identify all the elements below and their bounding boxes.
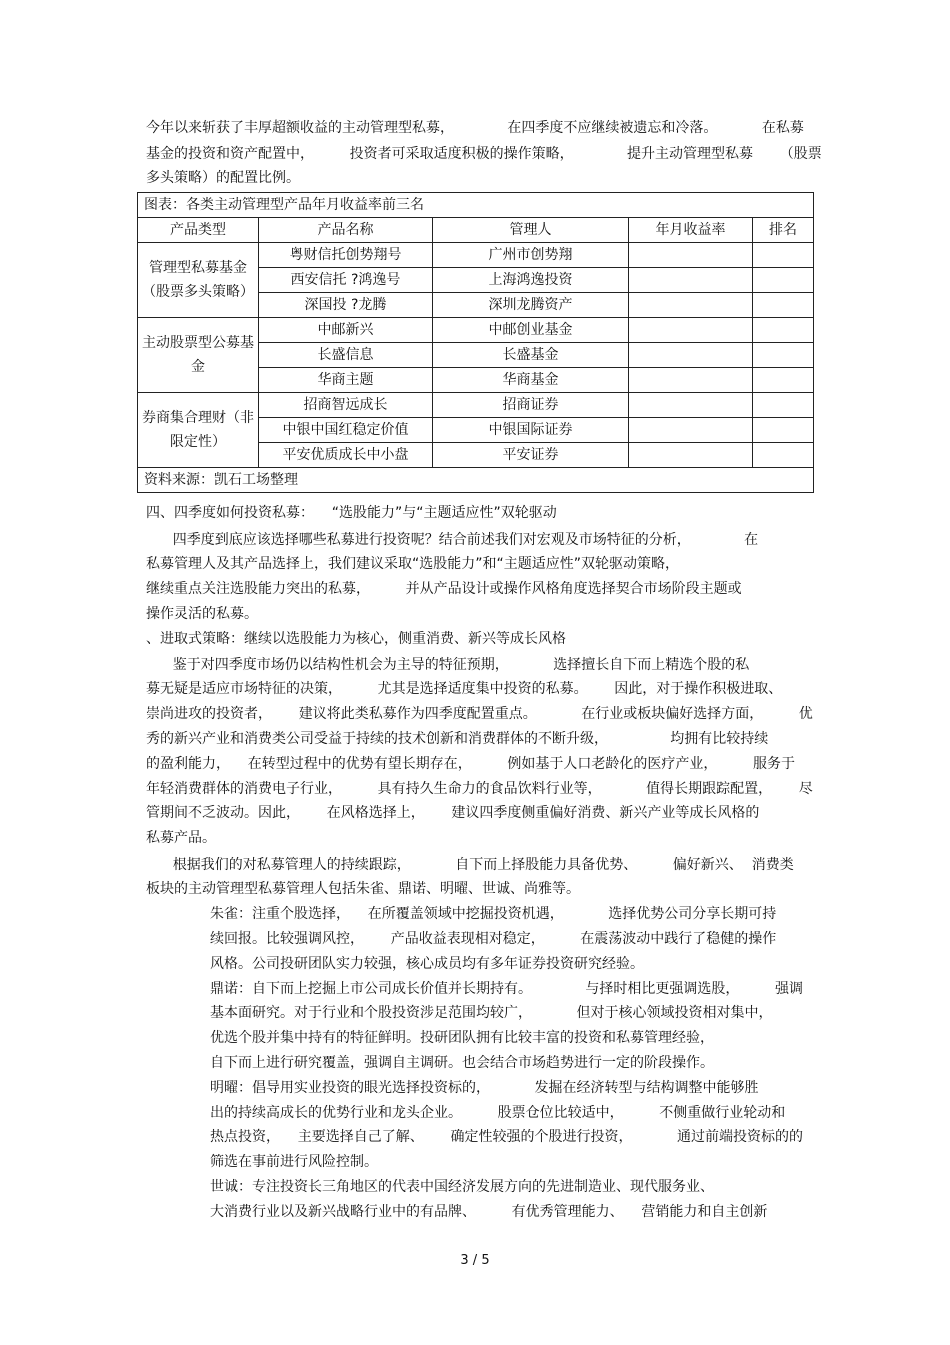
table-source: 资料来源：凯石工场整理 bbox=[138, 468, 814, 493]
product-type-cell: 券商集合理财（非限定性） bbox=[138, 393, 259, 468]
paragraph-line: 募无疑是适应市场特征的决策， 尤其是选择适度集中投资的私募。 因此，对于操作积极进取、 bbox=[146, 681, 783, 697]
intro-line: 基金的投资和资产配置中， 投资者可采取适度积极的操作策略， 提升主动管理型私募 （股票 bbox=[146, 146, 822, 162]
return-cell bbox=[629, 418, 753, 443]
table-row bbox=[138, 318, 814, 343]
returns-table bbox=[137, 192, 814, 493]
return-cell bbox=[629, 343, 753, 368]
rank-cell bbox=[753, 268, 814, 293]
rank-cell bbox=[753, 418, 814, 443]
paragraph-line: 年轻消费群体的消费电子行业， 具有持久生命力的食品饮料行业等， 值得长期跟踪配置， 尽 bbox=[146, 781, 813, 797]
product-name-cell: 长盛信息 bbox=[259, 343, 433, 368]
header-cell: 年月收益率 bbox=[629, 218, 753, 243]
manager-line: 基本面研究。对于行业和个股投资涉足范围均较广， 但对于核心领域投资相对集中， bbox=[210, 1005, 773, 1021]
header-cell: 产品名称 bbox=[259, 218, 433, 243]
rank-cell bbox=[753, 243, 814, 268]
manager-line: 风格。公司投研团队实力较强，核心成员均有多年证券投资研究经验。 bbox=[210, 956, 644, 972]
paragraph-line: 私募产品。 bbox=[146, 830, 216, 846]
page-number: 3 / 5 bbox=[460, 1253, 490, 1268]
return-cell bbox=[629, 243, 753, 268]
rank-cell bbox=[753, 368, 814, 393]
product-name-cell: 西安信托 ?鸿逸号 bbox=[259, 268, 433, 293]
paragraph-line: 秀的新兴产业和消费类公司受益于持续的技术创新和消费群体的不断升级， 均拥有比较持续 bbox=[146, 731, 769, 747]
manager-line: 世诚：专注投资长三角地区的代表中国经济发展方向的先进制造业、现代服务业、 bbox=[210, 1179, 714, 1195]
header-cell: 产品类型 bbox=[138, 218, 259, 243]
manager-line: 出的持续高成长的优势行业和龙头企业。 股票仓位比较适中， 不侧重做行业轮动和 bbox=[210, 1105, 786, 1121]
paragraph-line: 鉴于对四季度市场仍以结构性机会为主导的特征预期， 选择擅长自下而上精选个股的私 bbox=[146, 657, 750, 673]
rank-cell bbox=[753, 293, 814, 318]
manager-line: 优选个股并集中持有的特征鲜明。投研团队拥有比较丰富的投资和私募管理经验， bbox=[210, 1030, 714, 1046]
product-name-cell: 平安优质成长中小盘 bbox=[259, 443, 433, 468]
manager-cell: 华商基金 bbox=[433, 368, 629, 393]
rank-cell bbox=[753, 443, 814, 468]
product-name-cell: 招商智远成长 bbox=[259, 393, 433, 418]
intro-line: 今年以来斩获了丰厚超额收益的主动管理型私募， 在四季度不应继续被遗忘和冷落。 在私募 bbox=[146, 120, 804, 136]
intro-line: 多头策略）的配置比例。 bbox=[146, 170, 300, 186]
table-caption: 图表：各类主动管理型产品年月收益率前三名 bbox=[138, 193, 814, 218]
return-cell bbox=[629, 268, 753, 293]
manager-line: 朱雀：注重个股选择， 在所覆盖领域中挖掘投资机遇， 选择优势公司分享长期可持 bbox=[210, 906, 777, 922]
product-type-cell: 主动股票型公募基金 bbox=[138, 318, 259, 393]
return-cell bbox=[629, 393, 753, 418]
manager-cell: 深圳龙腾资产 bbox=[433, 293, 629, 318]
paragraph-line: 板块的主动管理型私募管理人包括朱雀、鼎诺、明曜、世诚、尚雅等。 bbox=[146, 881, 580, 897]
return-cell bbox=[629, 293, 753, 318]
manager-line: 大消费行业以及新兴战略行业中的有品牌、 有优秀管理能力、 营销能力和自主创新 bbox=[210, 1204, 768, 1220]
section-heading: 四、四季度如何投资私募： “选股能力”与“主题适应性”双轮驱动 bbox=[146, 505, 557, 521]
header-cell: 排名 bbox=[753, 218, 814, 243]
paragraph-line: 操作灵活的私募。 bbox=[146, 606, 258, 622]
return-cell bbox=[629, 368, 753, 393]
product-name-cell: 粤财信托创势翔号 bbox=[259, 243, 433, 268]
manager-cell: 中邮创业基金 bbox=[433, 318, 629, 343]
product-type-cell: 管理型私募基金（股票多头策略） bbox=[138, 243, 259, 318]
manager-cell: 中银国际证券 bbox=[433, 418, 629, 443]
product-name-cell: 华商主题 bbox=[259, 368, 433, 393]
paragraph-line: 四季度到底应该选择哪些私募进行投资呢？结合前述我们对宏观及市场特征的分析， 在 bbox=[146, 532, 759, 548]
manager-line: 热点投资， 主要选择自己了解、 确定性较强的个股进行投资， 通过前端投资标的的 bbox=[210, 1129, 804, 1145]
return-cell bbox=[629, 318, 753, 343]
paragraph-line: 私募管理人及其产品选择上，我们建议采取“选股能力”和“主题适应性”双轮驱动策略， bbox=[146, 556, 680, 572]
manager-line: 续回报。比较强调风控， 产品收益表现相对稳定， 在震荡波动中践行了稳健的操作 bbox=[210, 931, 777, 947]
manager-line: 明曜：倡导用实业投资的眼光选择投资标的， 发掘在经济转型与结构调整中能够胜 bbox=[210, 1080, 759, 1096]
table-header-row bbox=[138, 218, 814, 243]
subsection-heading: 、进取式策略：继续以选股能力为核心，侧重消费、新兴等成长风格 bbox=[146, 631, 566, 647]
rank-cell bbox=[753, 393, 814, 418]
paragraph-line: 继续重点关注选股能力突出的私募， 并从产品设计或操作风格角度选择契合市场阶段主题或 bbox=[146, 581, 742, 597]
return-cell bbox=[629, 443, 753, 468]
header-cell: 管理人 bbox=[433, 218, 629, 243]
paragraph-line: 管期间不乏波动。因此， 在风格选择上， 建议四季度侧重偏好消费、新兴产业等成长风格的 bbox=[146, 805, 760, 821]
product-name-cell: 中银中国红稳定价值 bbox=[259, 418, 433, 443]
manager-line: 筛选在事前进行风险控制。 bbox=[210, 1154, 378, 1170]
manager-line: 鼎诺：自下而上挖掘上市公司成长价值并长期持有。 与择时相比更强调选股， 强调 bbox=[210, 981, 804, 997]
product-name-cell: 深国投 ?龙腾 bbox=[259, 293, 433, 318]
manager-cell: 招商证券 bbox=[433, 393, 629, 418]
rank-cell bbox=[753, 343, 814, 368]
manager-cell: 广州市创势翔 bbox=[433, 243, 629, 268]
product-name-cell: 中邮新兴 bbox=[259, 318, 433, 343]
paragraph-line: 根据我们的对私募管理人的持续跟踪， 自下而上择股能力具备优势、 偏好新兴、 消费类 bbox=[146, 857, 794, 873]
rank-cell bbox=[753, 318, 814, 343]
table-row bbox=[138, 393, 814, 418]
manager-line: 自下而上进行研究覆盖，强调自主调研。也会结合市场趋势进行一定的阶段操作。 bbox=[210, 1055, 714, 1071]
table-row bbox=[138, 243, 814, 268]
manager-cell: 上海鸿逸投资 bbox=[433, 268, 629, 293]
manager-cell: 平安证券 bbox=[433, 443, 629, 468]
paragraph-line: 的盈利能力， 在转型过程中的优势有望长期存在， 例如基于人口老龄化的医疗产业， 服务于 bbox=[146, 756, 796, 772]
paragraph-line: 崇尚进攻的投资者， 建议将此类私募作为四季度配置重点。 在行业或板块偏好选择方面， 优 bbox=[146, 706, 813, 722]
manager-cell: 长盛基金 bbox=[433, 343, 629, 368]
